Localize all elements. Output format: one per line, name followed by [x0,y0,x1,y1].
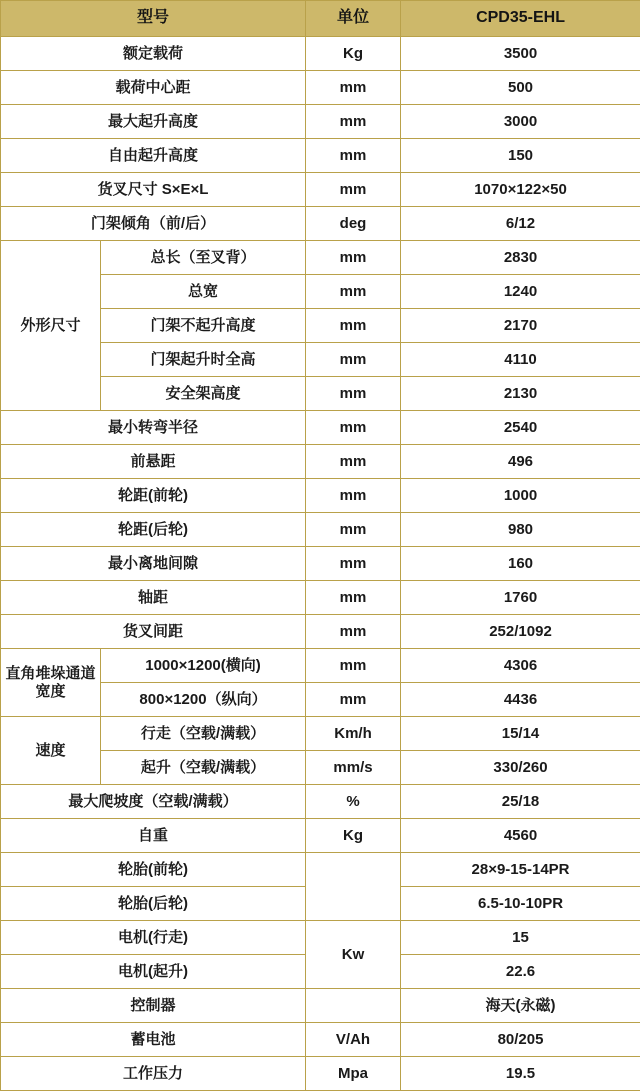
row-label: 轮距(后轮) [1,513,306,547]
row-sublabel: 1000×1200(横向) [101,649,306,683]
table-header-row [1,1,640,37]
row-unit: mm [306,479,401,513]
table-row [1,37,640,71]
row-label: 工作压力 [1,1057,306,1091]
table-row [1,105,640,139]
row-sublabel: 行走（空载/满载） [101,717,306,751]
row-label: 轮胎(后轮) [1,887,306,921]
row-value: 2130 [401,377,640,411]
table-row [1,921,640,955]
row-unit: Mpa [306,1057,401,1091]
table-row [1,989,640,1023]
row-value: 6.5-10-10PR [401,887,640,921]
row-value: 160 [401,547,640,581]
row-value: 海天(永磁) [401,989,640,1023]
table-row [1,173,640,207]
row-value: 1000 [401,479,640,513]
row-label: 最大爬坡度（空载/满载） [1,785,306,819]
table-row [1,139,640,173]
row-unit: mm [306,615,401,649]
table-row [1,649,640,683]
table-row [1,479,640,513]
row-unit: mm [306,241,401,275]
row-label: 额定载荷 [1,37,306,71]
row-unit: Kw [306,921,401,989]
row-sublabel: 总长（至叉背） [101,241,306,275]
row-label: 轮距(前轮) [1,479,306,513]
table-row [1,717,640,751]
row-value: 80/205 [401,1023,640,1057]
row-label: 电机(行走) [1,921,306,955]
table-row [1,1057,640,1091]
row-unit: V/Ah [306,1023,401,1057]
row-value: 150 [401,139,640,173]
row-label: 货叉尺寸 S×E×L [1,173,306,207]
row-unit: Km/h [306,717,401,751]
row-value: 4306 [401,649,640,683]
row-label: 载荷中心距 [1,71,306,105]
row-value: 1070×122×50 [401,173,640,207]
row-value: 4110 [401,343,640,377]
group-label-dimensions: 外形尺寸 [1,241,101,411]
row-unit: Kg [306,37,401,71]
row-value: 6/12 [401,207,640,241]
table-row [1,241,640,275]
table-row [1,615,640,649]
header-model: 型号 [1,1,306,37]
row-label: 门架倾角（前/后） [1,207,306,241]
row-sublabel: 安全架高度 [101,377,306,411]
table-row [1,71,640,105]
table-row [1,785,640,819]
table-row [1,411,640,445]
table-row [1,853,640,887]
row-value: 22.6 [401,955,640,989]
table-row [1,513,640,547]
row-unit: mm [306,445,401,479]
row-value: 4560 [401,819,640,853]
group-label-aisle-width: 直角堆垛通道宽度 [1,649,101,717]
row-label: 最大起升高度 [1,105,306,139]
row-unit: mm [306,547,401,581]
row-unit: mm [306,683,401,717]
row-label: 轴距 [1,581,306,615]
row-value: 3500 [401,37,640,71]
row-unit: mm [306,105,401,139]
header-value: CPD35-EHL [401,1,640,37]
row-unit: mm [306,275,401,309]
row-sublabel: 门架不起升高度 [101,309,306,343]
row-sublabel: 门架起升时全高 [101,343,306,377]
row-unit: mm [306,139,401,173]
row-unit: mm [306,581,401,615]
row-value: 496 [401,445,640,479]
row-unit: mm [306,649,401,683]
row-label: 控制器 [1,989,306,1023]
row-label: 前悬距 [1,445,306,479]
table-row [1,581,640,615]
row-value: 15/14 [401,717,640,751]
row-value: 15 [401,921,640,955]
row-unit: mm [306,71,401,105]
row-value: 28×9-15-14PR [401,853,640,887]
row-value: 4436 [401,683,640,717]
row-value: 3000 [401,105,640,139]
row-unit: mm [306,343,401,377]
row-label: 蓄电池 [1,1023,306,1057]
row-sublabel: 总宽 [101,275,306,309]
row-value: 1240 [401,275,640,309]
row-unit: mm [306,309,401,343]
row-unit: mm [306,411,401,445]
row-value: 19.5 [401,1057,640,1091]
table-row [1,207,640,241]
row-value: 2540 [401,411,640,445]
row-value: 2830 [401,241,640,275]
group-label-speed: 速度 [1,717,101,785]
row-sublabel: 800×1200（纵向） [101,683,306,717]
table-header [1,1,640,37]
row-value: 980 [401,513,640,547]
row-label: 电机(起升) [1,955,306,989]
row-value: 25/18 [401,785,640,819]
row-label: 自重 [1,819,306,853]
row-sublabel: 起升（空载/满载） [101,751,306,785]
row-unit: mm [306,513,401,547]
row-value: 330/260 [401,751,640,785]
table-row [1,547,640,581]
row-unit: mm [306,173,401,207]
row-label: 自由起升高度 [1,139,306,173]
row-label: 轮胎(前轮) [1,853,306,887]
row-label: 最小转弯半径 [1,411,306,445]
row-unit [306,989,401,1023]
row-label: 最小离地间隙 [1,547,306,581]
row-unit: deg [306,207,401,241]
row-value: 1760 [401,581,640,615]
table-row [1,819,640,853]
row-unit: % [306,785,401,819]
header-unit: 单位 [306,1,401,37]
row-unit: Kg [306,819,401,853]
row-value: 500 [401,71,640,105]
table-row [1,445,640,479]
row-value: 252/1092 [401,615,640,649]
row-unit: mm/s [306,751,401,785]
table-row [1,1023,640,1057]
row-unit [306,853,401,921]
table-body [1,37,640,1091]
row-label: 货叉间距 [1,615,306,649]
row-value: 2170 [401,309,640,343]
row-unit: mm [306,377,401,411]
